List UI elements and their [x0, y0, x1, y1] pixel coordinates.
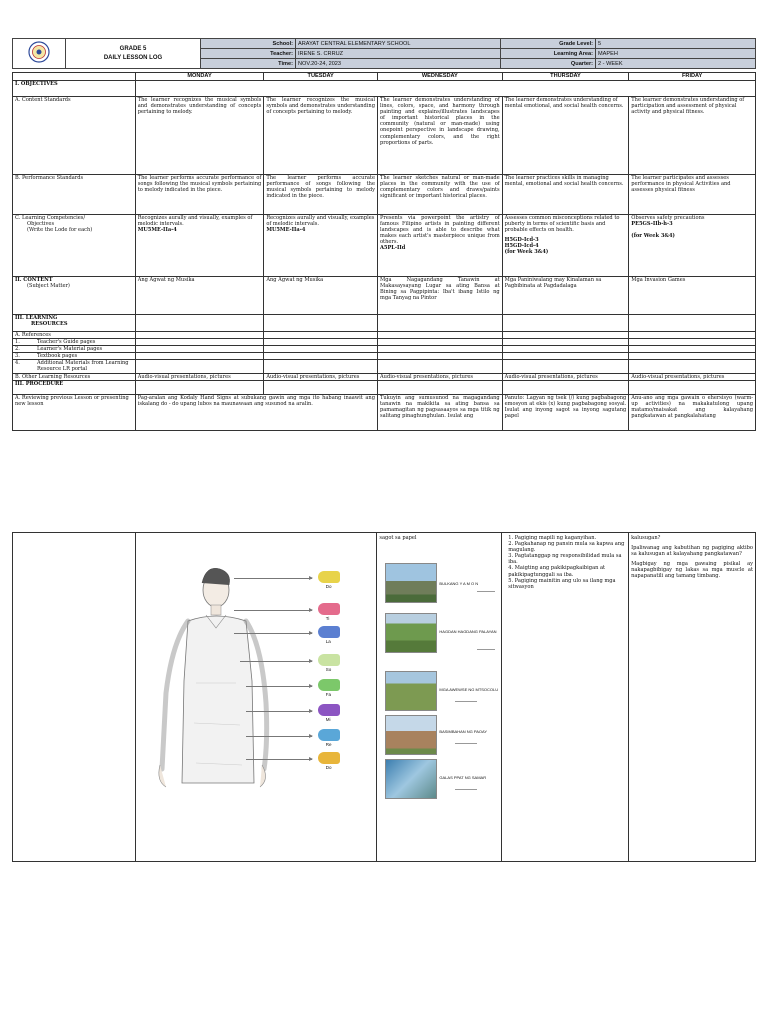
- arrow-so: [240, 661, 312, 662]
- resources-label-2: RESOURCES: [31, 321, 68, 328]
- arrow-do-low: [246, 759, 312, 760]
- resources-label: [13, 315, 136, 332]
- arrow-la: [234, 633, 312, 634]
- content-standards-label: A. Content Standards: [13, 97, 136, 175]
- cs-monday: The learner recognizes the musical symbols and demonstrates understanding of concepts pertaining to melody.: [135, 97, 264, 175]
- lc-tuesday-code: MU5ME-IIa-4: [266, 227, 306, 234]
- caption-5: GALAS PPAT NG SAMAR: [439, 775, 487, 780]
- day-monday: MONDAY: [135, 73, 264, 81]
- hand-sign-re-icon: [318, 729, 340, 741]
- solfege-mi: Mi: [325, 717, 331, 722]
- thu-item-4: 4. Maigting ang pakikipagkaibigan at pakikipagtunggali sa iba.: [508, 565, 606, 578]
- lc-friday: [629, 215, 756, 277]
- ref-fri: [629, 332, 756, 339]
- lc-monday: [135, 215, 264, 277]
- other-resources-label: B. Other Learning Resources: [13, 373, 136, 380]
- hand-sign-do-low-icon: [318, 752, 340, 764]
- tb-thu: [502, 353, 629, 360]
- paoay-church-image: [385, 715, 437, 755]
- lr-mon: [135, 360, 264, 373]
- proc-tue: [264, 380, 378, 394]
- caption-2: HAGDAN HAGDANG PALAYAN: [439, 629, 497, 634]
- fri-line-2: Ipaliwanag ang kabutihan ng pagiging aktibo sa kalusugan at kalayahang pangkatawan?: [631, 545, 753, 558]
- tg-row: [13, 339, 756, 346]
- solfege-do-high: Do: [325, 584, 332, 589]
- caption-1: BULKANG Y A M O N: [439, 581, 479, 586]
- wed-top-text: sagot sa papel: [379, 535, 417, 541]
- arrow-mi: [246, 711, 312, 712]
- teacher-label: Teacher:: [201, 49, 296, 59]
- lc-thursday-text: Assesses common misconceptions related to puberty in terms of scientific basis and probable effects on health.: [504, 215, 620, 234]
- ref-thu: [502, 332, 629, 339]
- school-label: School:: [201, 39, 296, 49]
- lr-row: [13, 360, 756, 373]
- lesson-log-title: [66, 39, 201, 69]
- learning-area-value: MAPEH: [596, 49, 756, 59]
- tg-tue: [264, 339, 378, 346]
- cs-wednesday: The learner demonstrates understanding of lines, colors, space, and harmony through painting and explains/illustrates landscapes of important historical places in the community (natural or man-made) using onepoint perspective in landscape drawing, complementary colors, and the right proportions of parts.: [377, 97, 502, 175]
- lr-thu: [502, 360, 629, 373]
- references-row: [13, 332, 756, 339]
- review-row: [13, 394, 756, 430]
- hand-signs-cell: [135, 533, 377, 862]
- hand-sign-do-high-icon: [318, 571, 340, 583]
- day-wednesday: WEDNESDAY: [377, 73, 502, 81]
- proc-wed: [377, 380, 502, 394]
- ref-mon: [135, 332, 264, 339]
- arrow-re: [246, 736, 312, 737]
- res-mon: [135, 315, 264, 332]
- tg-text: Teacher's Guide pages: [37, 339, 96, 346]
- lr-fri: [629, 360, 756, 373]
- procedure-row: [13, 380, 756, 394]
- lc-thursday-code-2: H5GD-Icd-4: [504, 243, 539, 250]
- content-label-main: II. CONTENT: [15, 277, 53, 283]
- seal-icon: [28, 41, 50, 63]
- quarter-label: Quarter:: [501, 59, 596, 69]
- other-resources-row: [13, 373, 756, 380]
- solfege-re: Re: [325, 742, 332, 747]
- answer-line-3: [455, 701, 477, 702]
- hand-sign-so-icon: [318, 654, 340, 666]
- review-wednesday: Tukuyin ang sumusunod na magagandang tanawin na makikita sa ating bansa sa pamamagitan ng pagsasaayos sa mga titik ng salitang pinaghunghulan. Isulat ang: [377, 394, 502, 430]
- res-fri: [629, 315, 756, 332]
- lm-num: 2.: [15, 346, 20, 353]
- ps-friday: The learner participates and assesses performance in physical Activities and assesses physical fitness: [629, 175, 756, 215]
- objectives-row: [13, 81, 756, 97]
- time-value: NOV.20-24, 2023: [296, 59, 501, 69]
- tb-label: [13, 353, 136, 360]
- lm-text: Learner's Material pages: [37, 346, 103, 353]
- grade-level-label: Grade Level:: [501, 39, 596, 49]
- lc-monday-text: Recognizes aurally and visually, examples of melodic intervals.: [137, 215, 253, 228]
- lm-wed: [377, 346, 502, 353]
- competencies-row: [13, 215, 756, 277]
- hand-signs-figure: [136, 533, 373, 859]
- lc-thursday: [502, 215, 629, 277]
- thu-item-3: 3. Pagtatanggap ng responsibilidad mula sa iba.: [508, 553, 622, 566]
- content-standards-row: [13, 97, 756, 175]
- resources-row: [13, 315, 756, 332]
- arrow-fa: [246, 686, 312, 687]
- content-wednesday: Mga Nagagandang Tanawin at Makasaysayang Lugar sa ating Bansa at Bining sa Pagpipinta: Iba't ibang Istilo ng mga Tanyag na Pintor: [377, 277, 502, 315]
- caption-4: BASIMBAHAN NG PAOAY: [439, 729, 488, 734]
- competencies-label-1: C. Learning Competencies/: [15, 215, 86, 221]
- ps-monday: The learner performs accurate performance of songs following the musical symbols pertaining to melody indicated in the piece.: [135, 175, 264, 215]
- ps-wednesday: The learner sketches natural or man-made places in the community with the use of complementary colors and draws/paints significant or important historical places.: [377, 175, 502, 215]
- review-label: A. Reviewing previous Lesson or presenting new lesson: [13, 394, 136, 430]
- deped-seal: [13, 39, 66, 69]
- teacher-value: IRENE S. CRRUZ: [296, 49, 501, 59]
- proc-fri: [629, 380, 756, 394]
- lm-fri: [629, 346, 756, 353]
- content-label-sub: (Subject Matter): [27, 283, 70, 290]
- lc-friday-text: Observes safety precautions: [631, 215, 705, 221]
- res-tue: [264, 315, 378, 332]
- other-monday: Audio-visual presentations, pictures: [135, 373, 264, 380]
- lesson-table: [12, 72, 756, 431]
- solfege-so: So: [325, 667, 332, 672]
- other-wednesday: Audio-visual presentations, pictures: [377, 373, 502, 380]
- corner-cell: [13, 73, 136, 81]
- lc-monday-code: MU5ME-IIa-4: [137, 227, 177, 234]
- tb-tue: [264, 353, 378, 360]
- rice-terraces-image: [385, 613, 437, 653]
- day-thursday: THURSDAY: [502, 73, 629, 81]
- objectives-empty: [135, 81, 755, 97]
- chocolate-hills-image: [385, 671, 437, 711]
- lc-tuesday-text: Recognizes aurally and visually, examples of melodic intervals.: [266, 215, 375, 228]
- answer-line-5: [455, 789, 477, 790]
- lr-tue: [264, 360, 378, 373]
- other-friday: Audio-visual presentations, pictures: [629, 373, 756, 380]
- ps-thursday: The learner practices skills in managing mental, emotional and social health concerns.: [502, 175, 629, 215]
- hand-sign-mi-icon: [318, 704, 340, 716]
- content-row: [13, 277, 756, 315]
- grade-title: GRADE 5: [119, 45, 147, 52]
- lr-num: 4.: [15, 360, 20, 367]
- lm-label: [13, 346, 136, 353]
- tg-label: [13, 339, 136, 346]
- continuation-table: [12, 532, 756, 862]
- mayon-volcano-image: [385, 563, 437, 603]
- thu-item-1: 1. Pagiging mapili ng kaganyihan.: [508, 535, 597, 541]
- lm-tue: [264, 346, 378, 353]
- objectives-label: I. OBJECTIVES: [13, 81, 136, 97]
- content-thursday: Mga Paniniwalang may Kinalaman sa Pagbibinata at Pagdadalaga: [502, 277, 629, 315]
- tb-fri: [629, 353, 756, 360]
- competencies-label-3: (Write the Lode for each): [27, 227, 93, 234]
- solfege-la: La: [325, 639, 331, 644]
- p2-label-cell: [13, 533, 136, 862]
- cs-friday: The learner demonstrates understanding of participation and assessment of physical activity and physical fitness.: [629, 97, 756, 175]
- content-label: [13, 277, 136, 315]
- hand-sign-la-icon: [318, 626, 340, 638]
- tb-text: Textbook pages: [37, 353, 78, 360]
- lc-wednesday: [377, 215, 502, 277]
- other-thursday: Audio-visual presentations, pictures: [502, 373, 629, 380]
- competencies-label-2: Objectives: [27, 221, 55, 228]
- arrow-do-high: [234, 578, 312, 579]
- cs-tuesday: The learner recognizes the musical symbols and demonstrates understanding of concepts pertaining to melody.: [264, 97, 378, 175]
- tb-wed: [377, 353, 502, 360]
- tg-mon: [135, 339, 264, 346]
- lc-thursday-week: (for Week 3&4): [504, 249, 549, 256]
- lr-label: [13, 360, 136, 373]
- quarter-value: 2 - WEEK: [596, 59, 756, 69]
- fri-line-3: Magbigay ng mga gawaing pisikal ay nakapagbibigay ng lakas sa mga muscle at napapanatili ang tamang timbang.: [631, 561, 753, 580]
- competencies-label: [13, 215, 136, 277]
- answer-line-1: [477, 591, 495, 592]
- learning-area-label: Learning Area:: [501, 49, 596, 59]
- ref-wed: [377, 332, 502, 339]
- tb-mon: [135, 353, 264, 360]
- tg-thu: [502, 339, 629, 346]
- lr-text: Additional Materials from Learning Resource LR portal: [37, 360, 129, 373]
- header-table: [12, 38, 756, 69]
- hand-sign-fa-icon: [318, 679, 340, 691]
- lm-mon: [135, 346, 264, 353]
- content-monday: Ang Agwat ng Musika: [135, 277, 264, 315]
- review-mon-tue: Pag-aralan ang Kodaly Hand Signs at subukang gawin ang mga ito habang inaawit ang iskalang do - do upang lubos na maunawaan ang susunod na aralin.: [135, 394, 377, 430]
- res-wed: [377, 315, 502, 332]
- samar-caves-image: [385, 759, 437, 799]
- time-label: Time:: [201, 59, 296, 69]
- school-value: ARAYAT CENTRAL ELEMENTARY SCHOOL: [296, 39, 501, 49]
- lc-tuesday: [264, 215, 378, 277]
- solfege-fa: Fa: [325, 692, 332, 697]
- lc-friday-code: PE5GS-IIb-h-3: [631, 221, 673, 228]
- lc-wednesday-code: A5PL-IId: [379, 245, 406, 252]
- answer-line-2: [477, 649, 495, 650]
- day-friday: FRIDAY: [629, 73, 756, 81]
- solfege-do-low: Do: [325, 765, 332, 770]
- lc-wednesday-text: Presents via powerpoint the artistry of famous Filipino artists in painting different landscapes and is able to describe what makes each artist's masterpiece unique from others.: [379, 215, 500, 246]
- thu-item-5: 5. Pagiging mainitin ang ulo sa ilang mga sitwasyon: [508, 577, 616, 590]
- landscapes-cell: [377, 533, 502, 862]
- thu-item-2: 2. Pagkahanap ng pansin mula sa kapwa ang magulang.: [508, 541, 625, 554]
- days-row: [13, 73, 756, 81]
- procedure-label: III. PROCEDURE: [13, 380, 136, 394]
- emotion-list-cell: [502, 533, 629, 862]
- lc-thursday-code-1: H5GD-Icd-3: [504, 237, 539, 244]
- content-friday: Mga Invasion Games: [629, 277, 756, 315]
- proc-mon: [135, 380, 264, 394]
- res-thu: [502, 315, 629, 332]
- ps-tuesday: The learner performs accurate performance of songs following the musical symbols pertaining to melody indicated in the piece.: [264, 175, 378, 215]
- grade-level-value: 5: [596, 39, 756, 49]
- doc-type: DAILY LESSON LOG: [103, 54, 163, 61]
- hand-sign-ti-icon: [318, 603, 340, 615]
- answer-line-4: [455, 743, 477, 744]
- other-tuesday: Audio-visual presentations, pictures: [264, 373, 378, 380]
- fri-line-1: kalusugan?: [631, 535, 661, 541]
- tb-num: 3.: [15, 353, 20, 360]
- performance-standards-label: B. Performance Standards: [13, 175, 136, 215]
- lm-thu: [502, 346, 629, 353]
- ref-tue: [264, 332, 378, 339]
- proc-thu: [502, 380, 629, 394]
- tg-num: 1.: [15, 339, 20, 346]
- day-tuesday: TUESDAY: [264, 73, 378, 81]
- caption-3: MGA AWEWSE NG MTSOCOLU: [439, 687, 499, 692]
- cs-thursday: The learner demonstrates understanding of mental emotional, and social health concerns.: [502, 97, 629, 175]
- tg-wed: [377, 339, 502, 346]
- lm-row: [13, 346, 756, 353]
- lr-wed: [377, 360, 502, 373]
- resources-label-1: III. LEARNING: [15, 315, 58, 321]
- review-friday: Anu-ano ang mga gawain o ehersisyo (warm-up activities) na makakatulong upang matamo/maisakat ang kalayahang pangkatawan at pangkalahatang: [629, 394, 756, 430]
- content-tuesday: Ang Agwat ng Musika: [264, 277, 378, 315]
- arrow-ti: [234, 610, 312, 611]
- performance-standards-row: [13, 175, 756, 215]
- lc-friday-week: (for Week 3&4): [631, 233, 675, 240]
- landscape-images: [377, 533, 497, 859]
- solfege-ti: Ti: [325, 616, 330, 621]
- fitness-questions-cell: [629, 533, 756, 862]
- tb-row: [13, 353, 756, 360]
- review-thursday: Panuto: Lagyan ng tsek (/) kung pagbabagong emosyon at ekis (x) kung pagbabagong sosyal. Isulat ang inyong sagot sa inyong sagutang papel: [502, 394, 629, 430]
- references-label: A. References: [13, 332, 136, 339]
- tg-fri: [629, 339, 756, 346]
